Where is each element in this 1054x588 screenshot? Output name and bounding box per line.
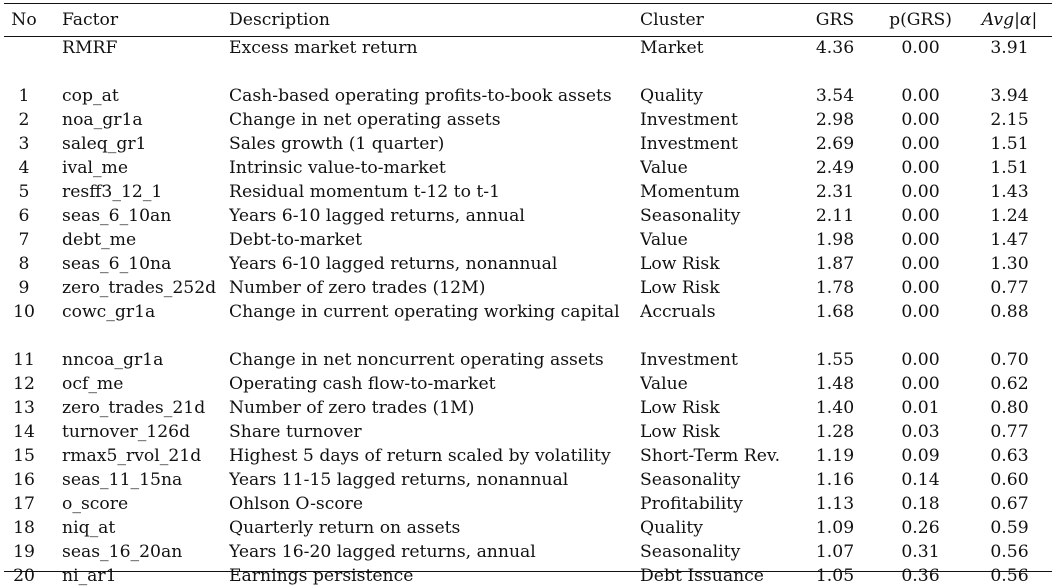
- header-p-grs: p(GRS): [889, 10, 952, 30]
- cell-description: Share turnover: [229, 422, 362, 442]
- cell-grs: 1.07: [815, 542, 855, 562]
- cell-factor: turnover_126d: [62, 422, 191, 442]
- cell-avg-alpha: 1.47: [990, 230, 1029, 250]
- cell-no: 14: [13, 422, 35, 442]
- cell-avg-alpha: 3.94: [990, 86, 1029, 106]
- cell-factor: seas_16_20an: [62, 542, 183, 562]
- cell-cluster: Accruals: [640, 302, 716, 322]
- cell-p-grs: 0.00: [901, 230, 940, 250]
- table-row: [4, 420, 1052, 444]
- cell-cluster: Momentum: [640, 182, 740, 202]
- cell-avg-alpha: 3.91: [990, 38, 1029, 58]
- table-row: [4, 372, 1052, 396]
- table-row: [4, 276, 1052, 300]
- cell-avg-alpha: 0.56: [990, 566, 1029, 586]
- cell-no: [4, 36, 44, 60]
- cell-factor: noa_gr1a: [62, 110, 143, 130]
- cell-cluster: Quality: [640, 518, 704, 538]
- cell-description: Years 6-10 lagged returns, annual: [229, 206, 525, 226]
- cell-avg-alpha: 0.63: [990, 446, 1029, 466]
- cell-p-grs: 0.00: [901, 38, 940, 58]
- cell-avg-alpha: 0.77: [990, 422, 1029, 442]
- cell-grs: 1.09: [815, 518, 855, 538]
- table-row: [4, 132, 1052, 156]
- header-avg-alpha: Avg|α|: [981, 10, 1038, 30]
- table-header-row: [4, 4, 1052, 36]
- header-factor: Factor: [62, 10, 119, 30]
- factor-table: [4, 4, 1052, 588]
- cell-no: 10: [13, 302, 35, 322]
- gap-cell: [4, 60, 1052, 84]
- cell-grs: 1.19: [815, 446, 855, 466]
- cell-no: 17: [13, 494, 35, 514]
- cell-p-grs: 0.00: [901, 302, 940, 322]
- cell-grs: 1.05: [815, 566, 855, 586]
- cell-p-grs: 0.18: [901, 494, 940, 514]
- cell-p-grs: 0.14: [901, 470, 940, 490]
- cell-factor: RMRF: [62, 38, 118, 58]
- cell-p-grs: 0.01: [901, 398, 940, 418]
- cell-cluster: Low Risk: [640, 278, 720, 298]
- cell-avg-alpha: 0.70: [990, 350, 1029, 370]
- cell-avg-alpha: 1.24: [990, 206, 1029, 226]
- cell-no: 2: [18, 110, 30, 130]
- cell-avg-alpha: 0.56: [990, 542, 1029, 562]
- header-grs: GRS: [815, 10, 855, 30]
- cell-avg-alpha: 1.30: [990, 254, 1029, 274]
- cell-factor: o_score: [62, 494, 129, 514]
- cell-cluster: Debt Issuance: [640, 566, 764, 586]
- table-row: [4, 492, 1052, 516]
- cell-factor: ival_me: [62, 158, 129, 178]
- cell-avg-alpha: 0.88: [990, 302, 1029, 322]
- cell-grs: 2.11: [815, 206, 855, 226]
- cell-grs: 1.98: [815, 230, 855, 250]
- cell-description: Intrinsic value-to-market: [229, 158, 446, 178]
- table-row: [4, 348, 1052, 372]
- table-row: [4, 444, 1052, 468]
- cell-cluster: Low Risk: [640, 254, 720, 274]
- cell-avg-alpha: 2.15: [990, 110, 1029, 130]
- cell-factor: cop_at: [62, 86, 119, 106]
- table-row: [4, 228, 1052, 252]
- cell-factor: nncoa_gr1a: [62, 350, 164, 370]
- cell-grs: 1.16: [815, 470, 855, 490]
- table-row: [4, 108, 1052, 132]
- cell-description: Excess market return: [229, 38, 418, 58]
- cell-cluster: Value: [640, 230, 688, 250]
- cell-p-grs: 0.00: [901, 278, 940, 298]
- cell-cluster: Value: [640, 158, 688, 178]
- cell-p-grs: 0.00: [901, 86, 940, 106]
- cell-factor: saleq_gr1: [62, 134, 147, 154]
- header-no: No: [11, 10, 37, 30]
- cell-avg-alpha: 1.43: [990, 182, 1029, 202]
- cell-avg-alpha: 1.51: [990, 158, 1029, 178]
- table-row: [4, 540, 1052, 564]
- table-row: [4, 180, 1052, 204]
- cell-factor: ni_ar1: [62, 566, 117, 586]
- cell-description: Operating cash flow-to-market: [229, 374, 496, 394]
- cell-description: Years 11-15 lagged returns, nonannual: [229, 470, 569, 490]
- header-description: Description: [229, 10, 330, 30]
- cell-description: Highest 5 days of return scaled by volatility: [229, 446, 611, 466]
- cell-cluster: Seasonality: [640, 542, 741, 562]
- cell-no: 19: [13, 542, 35, 562]
- cell-grs: 4.36: [815, 38, 855, 58]
- cell-no: 16: [13, 470, 35, 490]
- cell-grs: 2.69: [815, 134, 855, 154]
- cell-p-grs: 0.00: [901, 350, 940, 370]
- cell-cluster: Profitability: [640, 494, 743, 514]
- cell-p-grs: 0.03: [901, 422, 940, 442]
- cell-factor: zero_trades_21d: [62, 398, 206, 418]
- cell-no: 11: [13, 350, 35, 370]
- table-row: [4, 156, 1052, 180]
- cell-avg-alpha: 0.62: [990, 374, 1029, 394]
- cell-description: Residual momentum t-12 to t-1: [229, 182, 501, 202]
- cell-description: Quarterly return on assets: [229, 518, 461, 538]
- cell-description: Years 16-20 lagged returns, annual: [229, 542, 536, 562]
- cell-no: 3: [18, 134, 30, 154]
- cell-factor: niq_at: [62, 518, 116, 538]
- cell-description: Change in net noncurrent operating assets: [229, 350, 604, 370]
- cell-p-grs: 0.36: [901, 566, 940, 586]
- cell-p-grs: 0.00: [901, 254, 940, 274]
- cell-cluster: Low Risk: [640, 398, 720, 418]
- cell-description: Number of zero trades (12M): [229, 278, 486, 298]
- cell-grs: 2.98: [815, 110, 855, 130]
- cell-avg-alpha: 1.51: [990, 134, 1029, 154]
- cell-no: 1: [18, 86, 30, 106]
- cell-grs: 1.40: [815, 398, 855, 418]
- cell-avg-alpha: 0.77: [990, 278, 1029, 298]
- cell-avg-alpha: 0.60: [990, 470, 1029, 490]
- cell-factor: debt_me: [62, 230, 137, 250]
- cell-cluster: Investment: [640, 134, 738, 154]
- cell-description: Change in net operating assets: [229, 110, 501, 130]
- cell-factor: seas_6_10an: [62, 206, 172, 226]
- cell-avg-alpha: 0.80: [990, 398, 1029, 418]
- cell-p-grs: 0.09: [901, 446, 940, 466]
- cell-no: 12: [13, 374, 35, 394]
- cell-p-grs: 0.26: [901, 518, 940, 538]
- table-row: [4, 468, 1052, 492]
- market-row: [4, 36, 1052, 60]
- table-body: [4, 36, 1052, 588]
- cell-grs: 2.49: [815, 158, 855, 178]
- cell-grs: 1.78: [815, 278, 855, 298]
- cell-factor: zero_trades_252d: [62, 278, 217, 298]
- cell-grs: 2.31: [815, 182, 855, 202]
- gap-cell: [4, 324, 1052, 348]
- cell-cluster: Short-Term Rev.: [640, 446, 781, 466]
- cell-description: Debt-to-market: [229, 230, 362, 250]
- table-row: [4, 84, 1052, 108]
- cell-grs: 1.28: [815, 422, 855, 442]
- cell-factor: rmax5_rvol_21d: [62, 446, 202, 466]
- cell-description: Number of zero trades (1M): [229, 398, 475, 418]
- cell-description: Ohlson O-score: [229, 494, 364, 514]
- cell-no: 8: [18, 254, 30, 274]
- row-group-gap: [4, 60, 1052, 84]
- cell-no: 6: [18, 206, 30, 226]
- cell-description: Change in current operating working capital: [229, 302, 620, 322]
- cell-grs: 1.87: [815, 254, 855, 274]
- cell-grs: 1.68: [815, 302, 855, 322]
- cell-factor: cowc_gr1a: [62, 302, 156, 322]
- cell-cluster: Value: [640, 374, 688, 394]
- cell-cluster: Low Risk: [640, 422, 720, 442]
- cell-grs: 1.13: [815, 494, 855, 514]
- cell-no: 7: [18, 230, 30, 250]
- cell-p-grs: 0.00: [901, 110, 940, 130]
- header-cluster: Cluster: [640, 10, 704, 30]
- cell-description: Years 6-10 lagged returns, nonannual: [229, 254, 558, 274]
- cell-cluster: Investment: [640, 110, 738, 130]
- cell-factor: seas_11_15na: [62, 470, 183, 490]
- cell-p-grs: 0.00: [901, 206, 940, 226]
- cell-p-grs: 0.00: [901, 158, 940, 178]
- cell-grs: 3.54: [815, 86, 855, 106]
- table-row: [4, 300, 1052, 324]
- cell-cluster: Market: [640, 38, 704, 58]
- table-row: [4, 516, 1052, 540]
- cell-no: 5: [18, 182, 30, 202]
- cell-cluster: Seasonality: [640, 470, 741, 490]
- table-row: [4, 564, 1052, 588]
- row-group-gap: [4, 324, 1052, 348]
- cell-cluster: Investment: [640, 350, 738, 370]
- table-row: [4, 252, 1052, 276]
- cell-no: 13: [13, 398, 35, 418]
- cell-grs: 1.55: [815, 350, 855, 370]
- cell-factor: seas_6_10na: [62, 254, 172, 274]
- cell-p-grs: 0.31: [901, 542, 940, 562]
- cell-no: 18: [13, 518, 35, 538]
- cell-description: Cash-based operating profits-to-book assets: [229, 86, 612, 106]
- cell-cluster: Seasonality: [640, 206, 741, 226]
- cell-no: 9: [18, 278, 30, 298]
- cell-grs: 1.48: [815, 374, 855, 394]
- cell-no: 20: [13, 566, 35, 586]
- cell-description: Sales growth (1 quarter): [229, 134, 445, 154]
- cell-no: 15: [13, 446, 35, 466]
- cell-avg-alpha: 0.67: [990, 494, 1029, 514]
- cell-p-grs: 0.00: [901, 182, 940, 202]
- cell-factor: ocf_me: [62, 374, 124, 394]
- cell-description: Earnings persistence: [229, 566, 414, 586]
- cell-no: 4: [18, 158, 30, 178]
- cell-avg-alpha: 0.59: [990, 518, 1029, 538]
- table-row: [4, 396, 1052, 420]
- cell-p-grs: 0.00: [901, 374, 940, 394]
- table-row: [4, 204, 1052, 228]
- cell-factor: resff3_12_1: [62, 182, 163, 202]
- cell-cluster: Quality: [640, 86, 704, 106]
- cell-p-grs: 0.00: [901, 134, 940, 154]
